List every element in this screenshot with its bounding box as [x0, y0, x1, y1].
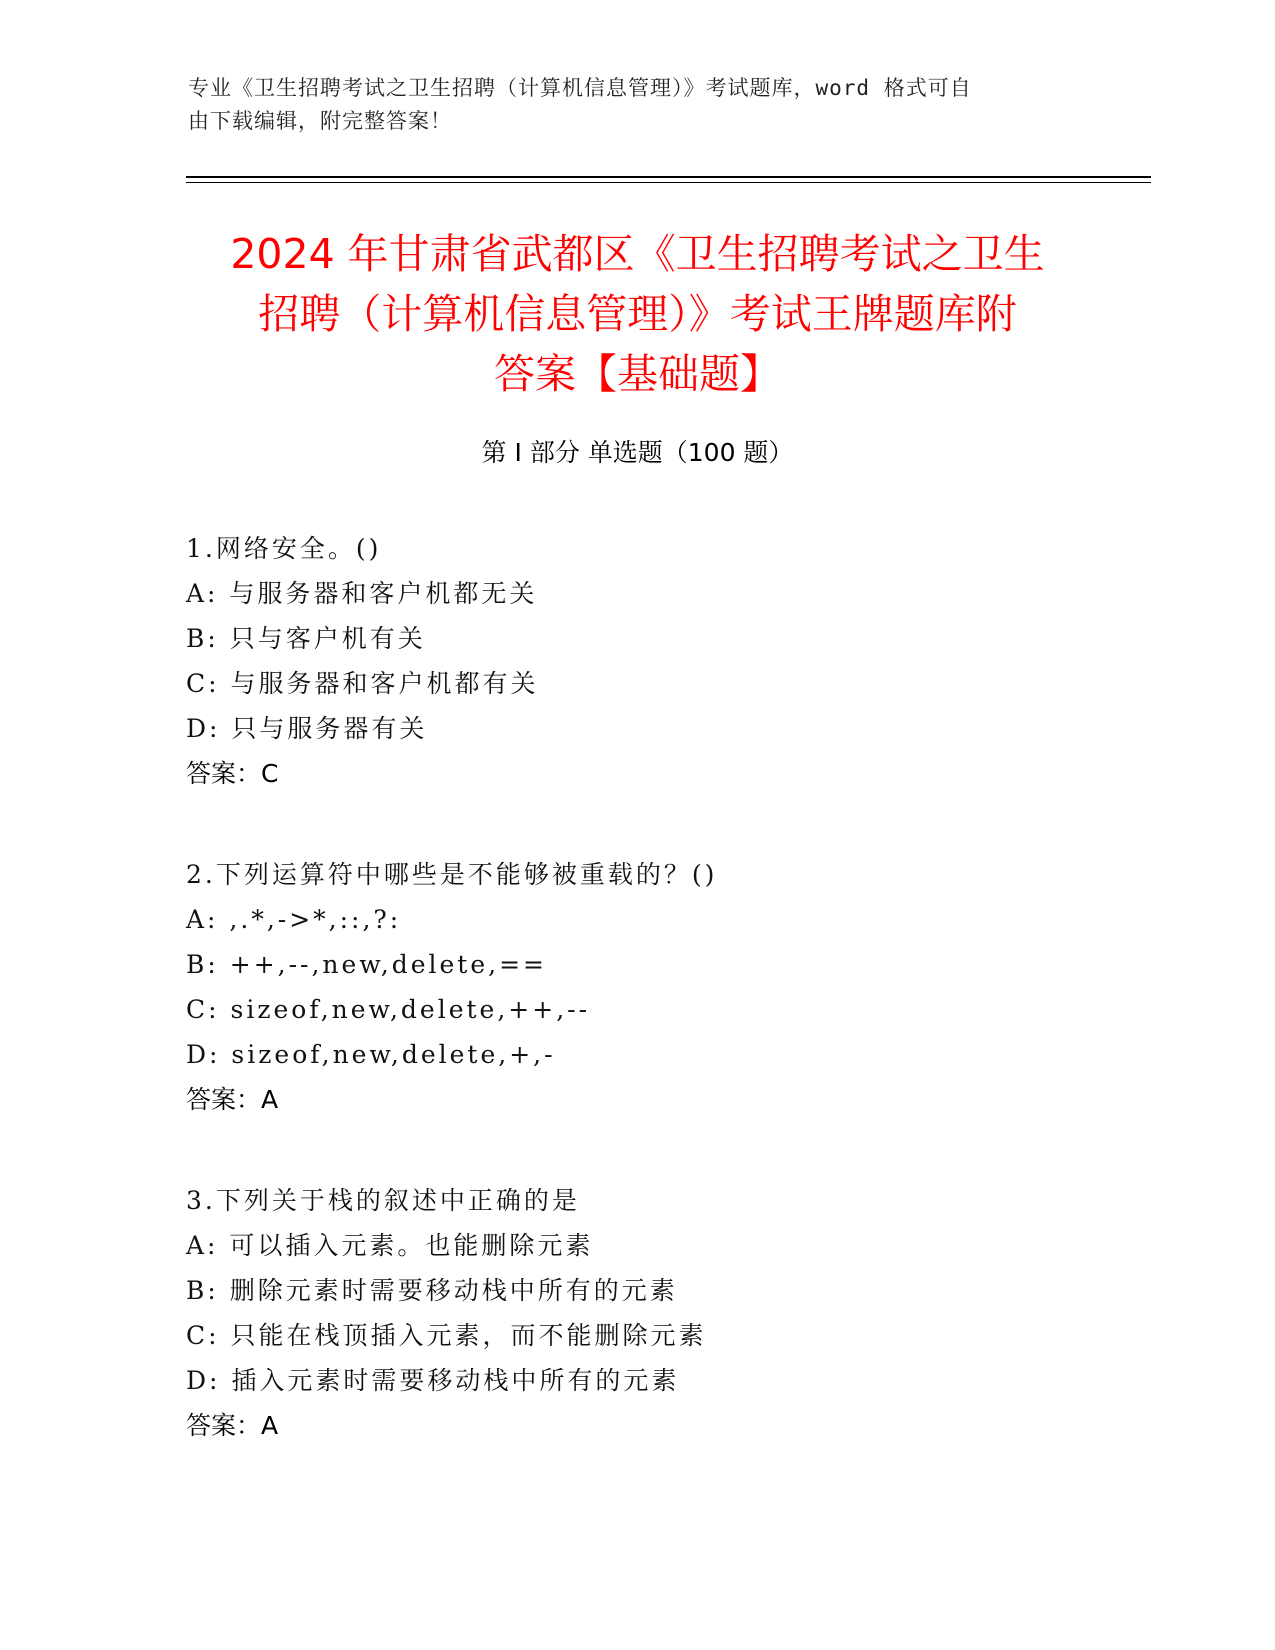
question-item [186, 526, 1136, 796]
question-stem: 1.网络安全。() [186, 534, 382, 563]
document-title-line-1: 2024 年甘肃省武都区《卫生招聘考试之卫生 [230, 230, 1045, 278]
question-stem: 2.下列运算符中哪些是不能够被重载的？() [186, 860, 718, 889]
header-note-line-1: 专业《卫生招聘考试之卫生招聘（计算机信息管理）》考试题库，word 格式可自 [188, 76, 972, 100]
document-title-line-3: 答案【基础题】 [494, 350, 781, 398]
option-a: A: ,.*,->*,::,?: [186, 905, 402, 934]
option-b: B: ++,--,new,delete,== [186, 950, 547, 979]
header-note-line-2: 由下载编辑，附完整答案！ [188, 109, 452, 133]
header-divider-thin [186, 182, 1151, 183]
document-title [150, 224, 1125, 404]
option-d: D: 只与服务器有关 [186, 714, 428, 743]
question-item [186, 1178, 1136, 1448]
question-item [186, 852, 1136, 1122]
option-d: D: 插入元素时需要移动栈中所有的元素 [186, 1366, 680, 1395]
question-answer: 答案：C [186, 759, 279, 788]
option-c: C: sizeof,new,delete,++,-- [186, 995, 591, 1024]
header-note [188, 72, 1088, 138]
option-b: B: 删除元素时需要移动栈中所有的元素 [186, 1276, 678, 1305]
question-stem: 3.下列关于栈的叙述中正确的是 [186, 1186, 580, 1215]
document-title-line-2: 招聘（计算机信息管理）》考试王牌题库附 [258, 290, 1017, 338]
option-b: B: 只与客户机有关 [186, 624, 426, 653]
section-title: 第 I 部分 单选题（100 题） [481, 438, 794, 467]
question-answer: 答案：A [186, 1411, 279, 1440]
question-list [186, 526, 1136, 1504]
option-a: A: 可以插入元素。也能删除元素 [186, 1231, 594, 1260]
option-c: C: 与服务器和客户机都有关 [186, 669, 539, 698]
option-d: D: sizeof,new,delete,+,- [186, 1040, 556, 1069]
header-divider-thick [186, 176, 1151, 178]
question-answer: 答案：A [186, 1085, 279, 1114]
option-c: C: 只能在栈顶插入元素，而不能删除元素 [186, 1321, 707, 1350]
option-a: A: 与服务器和客户机都无关 [186, 579, 538, 608]
